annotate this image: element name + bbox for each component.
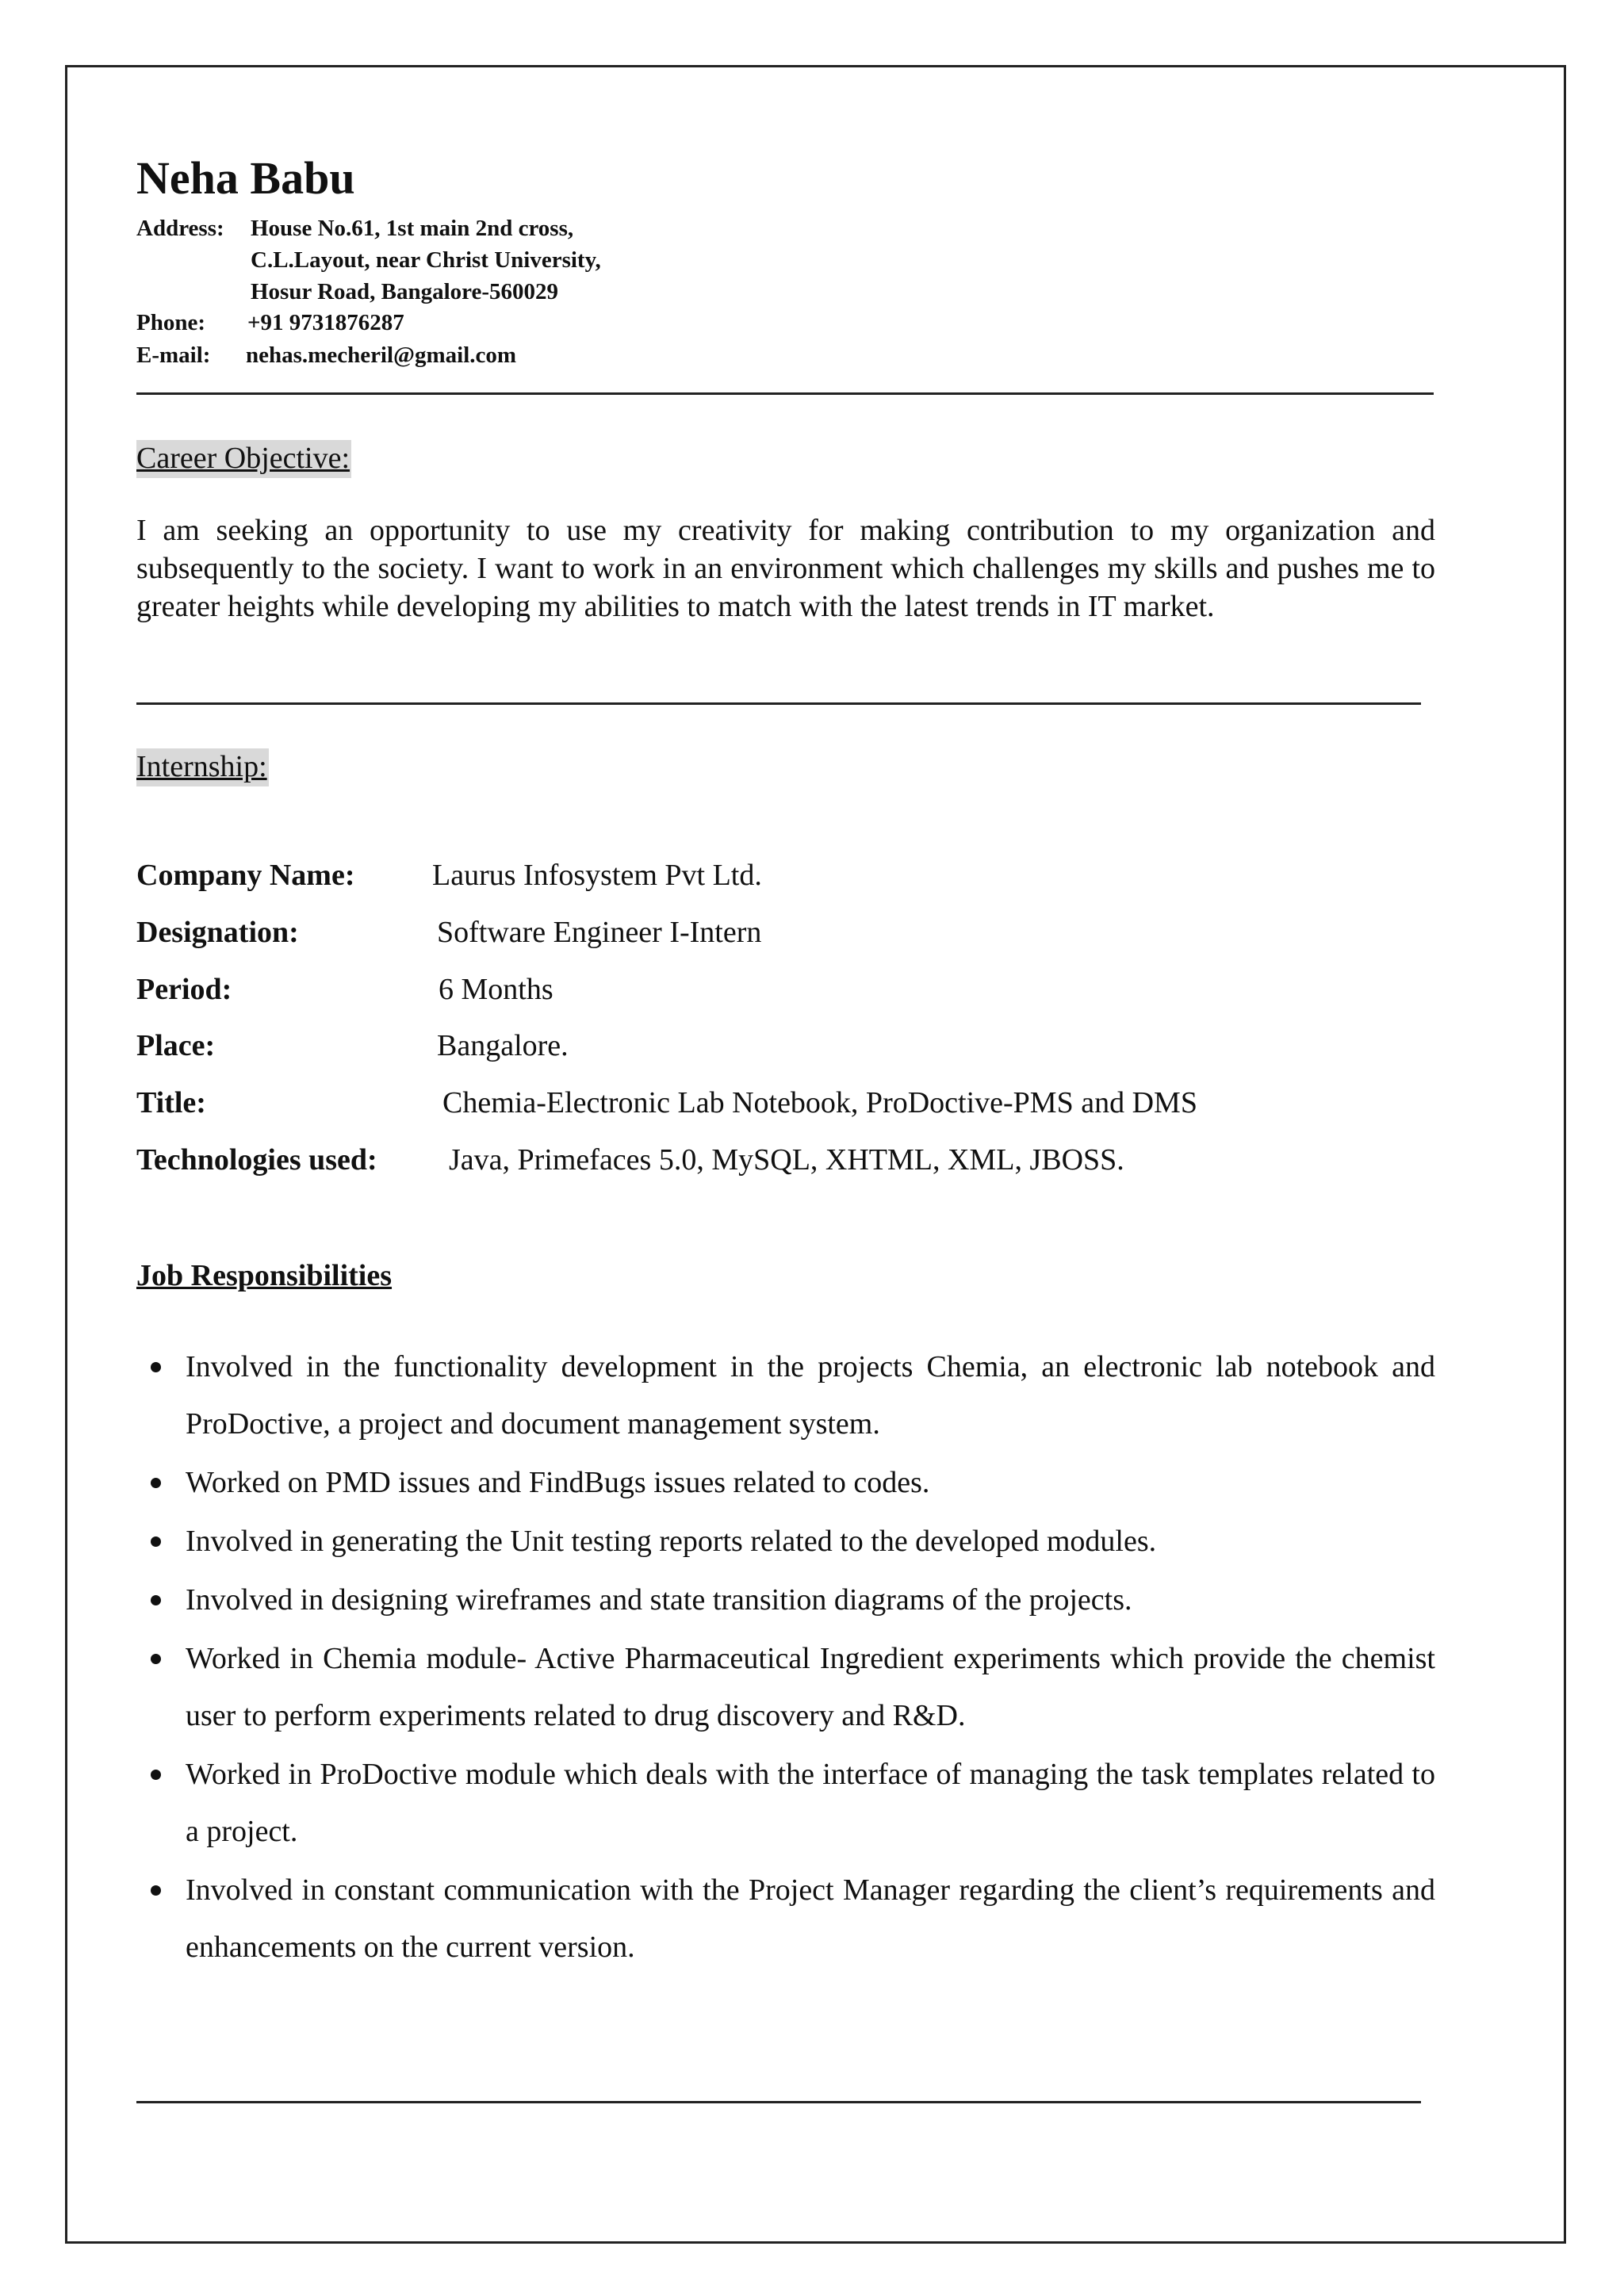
title-label: Title: — [136, 1086, 206, 1119]
list-item — [136, 1454, 1435, 1511]
title-value: Chemia-Electronic Lab Notebook, ProDoctive-PMS and DMS — [442, 1086, 1197, 1119]
bullet-icon — [151, 1595, 161, 1605]
bullet-icon — [151, 1770, 161, 1780]
list-item — [136, 1513, 1435, 1570]
responsibility-text: Involved in generating the Unit testing reports related to the developed modules. — [186, 1525, 1157, 1558]
phone-label: Phone: — [136, 310, 205, 335]
footer-divider — [136, 2101, 1421, 2103]
place-value: Bangalore. — [437, 1029, 569, 1062]
address-line-3: Hosur Road, Bangalore-560029 — [251, 279, 559, 304]
list-item — [136, 1630, 1435, 1744]
bullet-icon — [151, 1654, 161, 1664]
header-divider — [136, 392, 1434, 395]
career-objective-text: I am seeking an opportunity to use my creativity for making contribution to my organization and subsequently to the society. I want to work in an environment which challenges my skills and pushes me to greater heights while developing my abilities to match with the latest trends in IT market. — [136, 514, 1435, 623]
bullet-icon — [151, 1478, 161, 1488]
list-item — [136, 1338, 1435, 1452]
period-label: Period: — [136, 973, 232, 1006]
job-responsibilities-heading: Job Responsibilities — [136, 1259, 393, 1292]
phone-number: +91 9731876287 — [247, 310, 404, 335]
designation-value: Software Engineer I-Intern — [437, 916, 762, 949]
list-item — [136, 1571, 1435, 1628]
candidate-name: Neha Babu — [136, 152, 355, 204]
address-label: Address: — [136, 216, 224, 241]
responsibilities-list — [136, 1338, 1435, 1977]
responsibility-text: Worked on PMD issues and FindBugs issues related to codes. — [186, 1466, 930, 1499]
bullet-icon — [151, 1362, 161, 1372]
list-item — [136, 1746, 1435, 1860]
company-name-label: Company Name: — [136, 859, 355, 892]
internship-heading: Internship: — [136, 748, 269, 786]
objective-divider — [136, 702, 1421, 705]
career-objective-heading: Career Objective: — [136, 440, 351, 478]
address-line-1: House No.61, 1st main 2nd cross, — [251, 216, 574, 241]
responsibility-text: Worked in ProDoctive module which deals with the interface of managing the task templates related to a project. — [186, 1758, 1435, 1848]
responsibility-text: Involved in designing wireframes and state transition diagrams of the projects. — [186, 1583, 1132, 1617]
bullet-icon — [151, 1536, 161, 1547]
technologies-value: Java, Primefaces 5.0, MySQL, XHTML, XML, JBOSS. — [449, 1143, 1124, 1177]
email-label: E-mail: — [136, 342, 211, 368]
company-name-value: Laurus Infosystem Pvt Ltd. — [432, 859, 762, 892]
bullet-icon — [151, 1885, 161, 1896]
place-label: Place: — [136, 1029, 216, 1062]
technologies-label: Technologies used: — [136, 1143, 377, 1177]
email-address: nehas.mecheril@gmail.com — [246, 342, 517, 368]
responsibility-text: Worked in Chemia module- Active Pharmaceutical Ingredient experiments which provide the chemist user to perform experiments related to drug discovery and R&D. — [186, 1642, 1435, 1732]
designation-label: Designation: — [136, 916, 299, 949]
period-value: 6 Months — [439, 973, 553, 1006]
list-item — [136, 1862, 1435, 1976]
responsibility-text: Involved in the functionality development in the projects Chemia, an electronic lab notebook and ProDoctive, a project and document management system. — [186, 1350, 1435, 1441]
responsibility-text: Involved in constant communication with the Project Manager regarding the client’s requirements and enhancements on the current version. — [186, 1873, 1435, 1964]
address-line-2: C.L.Layout, near Christ University, — [251, 247, 601, 273]
